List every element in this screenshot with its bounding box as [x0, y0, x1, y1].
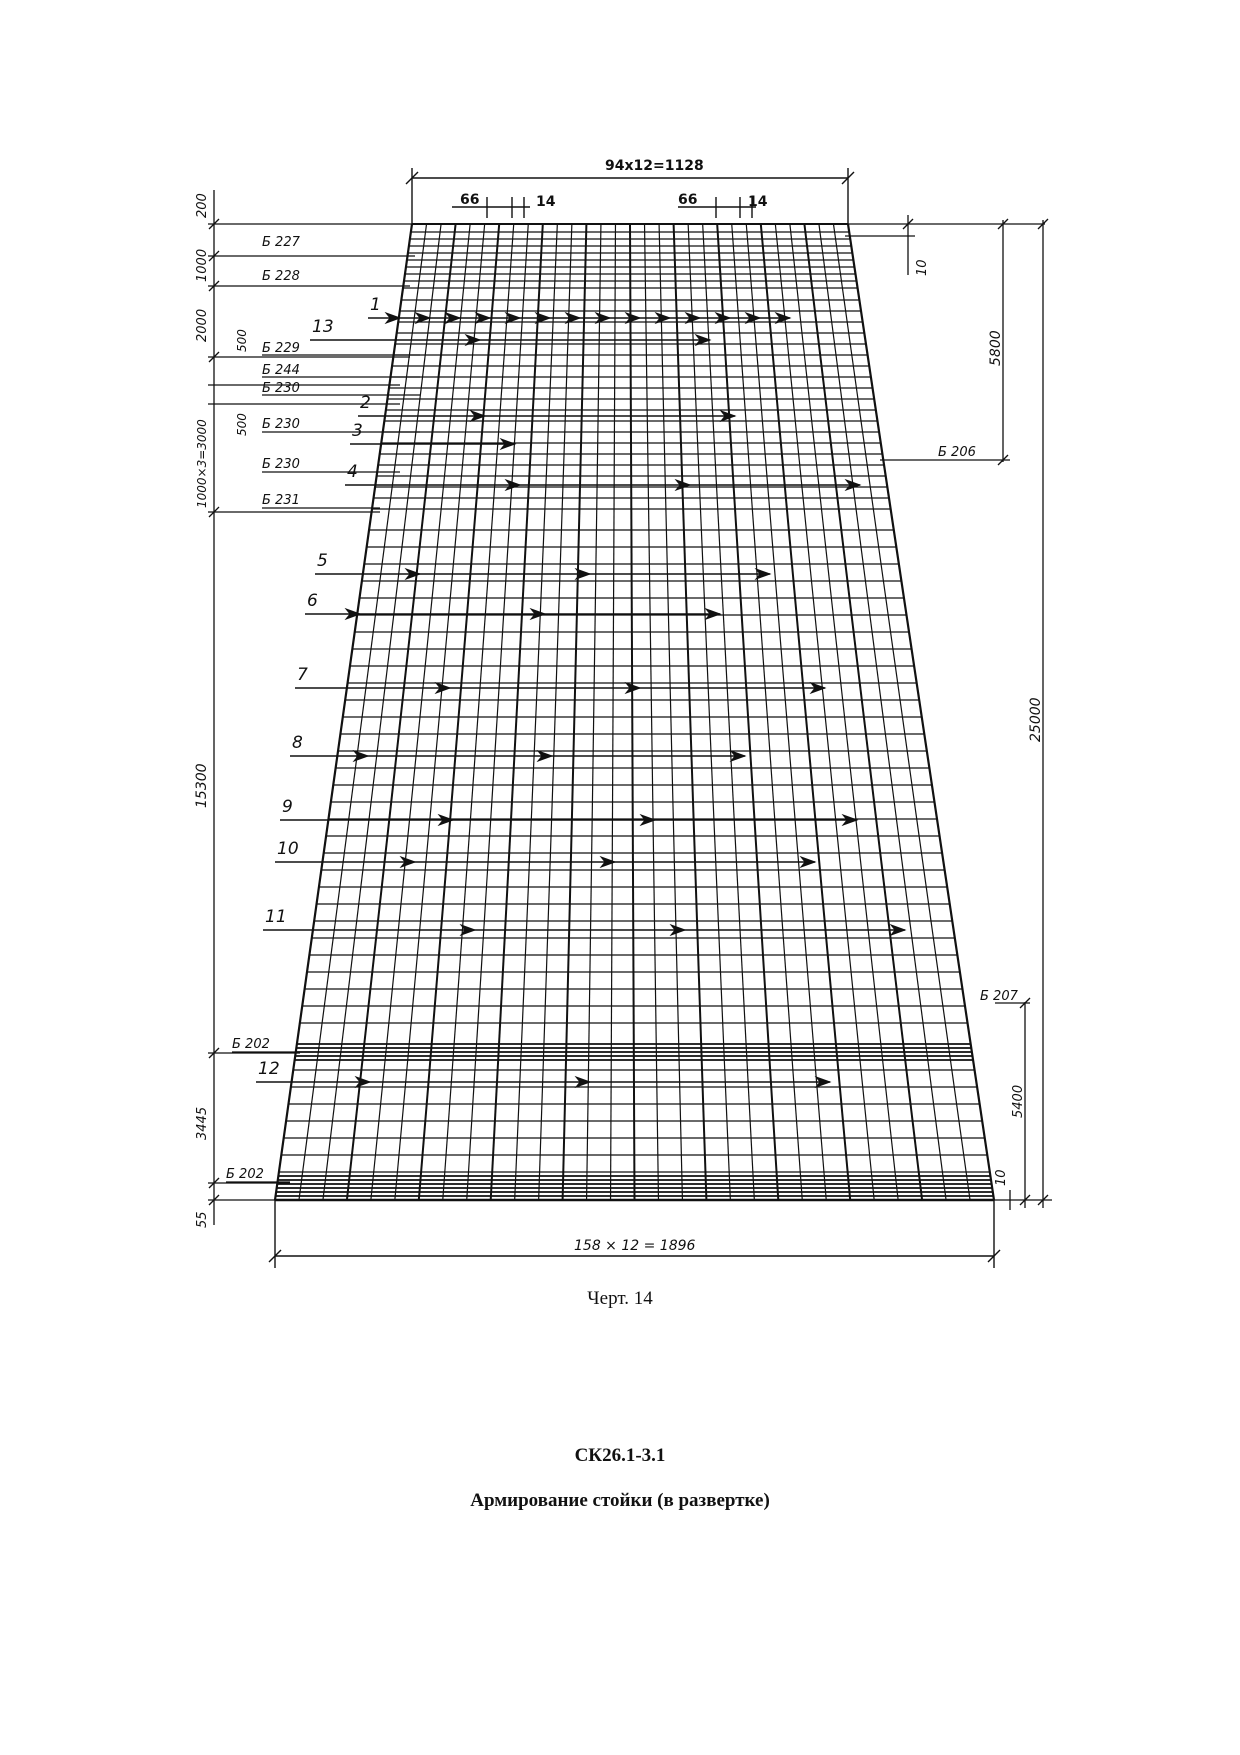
longitudinal-bar [732, 224, 803, 1200]
dim-top-14-label: 14 [536, 194, 556, 210]
longitudinal-bar [833, 224, 970, 1200]
bar-number-labels [258, 295, 381, 1079]
dim-top-66-label-2: 66 [678, 192, 698, 208]
dim-right-5400: 5400 [1011, 1084, 1026, 1118]
bar-number-label: 2 [360, 393, 371, 413]
mesh-grid [275, 224, 994, 1200]
mark-b206: Б 206 [938, 445, 976, 460]
longitudinal-bar [688, 224, 730, 1200]
longitudinal-bar [819, 224, 946, 1200]
bottom-dimension [269, 1200, 1000, 1268]
longitudinal-bar [761, 224, 850, 1200]
bar-number-label: 10 [277, 839, 299, 859]
longitudinal-bar [491, 224, 543, 1200]
document-code: СК26.1-3.1 [574, 1445, 666, 1466]
longitudinal-bar [611, 224, 616, 1200]
dim-left-500-b: 500 [235, 413, 249, 436]
mark-b228: Б 228 [262, 269, 300, 284]
longitudinal-bar [645, 224, 659, 1200]
bar-number-label: 13 [312, 317, 334, 337]
mark-b202-b: Б 202 [226, 1167, 264, 1182]
dim-left-2000: 2000 [195, 308, 210, 342]
dim-bottom-label: 158 × 12 = 1896 [574, 1238, 696, 1254]
longitudinal-bar [371, 224, 470, 1200]
dim-left-3445: 3445 [195, 1106, 210, 1140]
longitudinal-bar [323, 224, 441, 1200]
bar-number-label: 3 [352, 421, 363, 441]
mark-b230-b: Б 230 [262, 417, 300, 432]
dim-left-1000: 1000 [195, 248, 210, 282]
mesh-edge-right [848, 224, 994, 1200]
bar-number-label: 6 [307, 591, 318, 611]
longitudinal-bar [467, 224, 529, 1200]
figure-caption: Черт. 14 [587, 1288, 653, 1309]
bar-number-label: 1 [370, 295, 381, 315]
longitudinal-bar [443, 224, 514, 1200]
dim-right-5800: 5800 [988, 330, 1004, 366]
longitudinal-bar [746, 224, 826, 1200]
longitudinal-bar [703, 224, 755, 1200]
dim-top-66-label: 66 [460, 192, 480, 208]
dim-left-500-a: 500 [235, 329, 249, 352]
mark-b202-a: Б 202 [232, 1037, 270, 1052]
bar-number-label: 12 [258, 1059, 280, 1079]
bar-number-label: 9 [282, 797, 293, 817]
longitudinal-bar [563, 224, 587, 1200]
bar-number-label: 5 [317, 551, 328, 571]
dim-left-3000: 1000×3=3000 [195, 419, 209, 508]
dim-top-14-label-2: 14 [748, 194, 768, 210]
bar-number-label: 7 [297, 665, 308, 685]
mark-b244: Б 244 [262, 363, 300, 378]
mark-b227: Б 227 [262, 235, 300, 250]
mark-b207: Б 207 [980, 989, 1018, 1004]
bar-number-label: 11 [265, 907, 287, 927]
dim-right-25000: 25000 [1028, 697, 1044, 742]
longitudinal-bar [775, 224, 874, 1200]
mark-b231: Б 231 [262, 493, 300, 508]
mark-b229: Б 229 [262, 341, 300, 356]
dim-right-10-bottom: 10 [994, 1169, 1009, 1186]
dim-right-10-top: 10 [915, 259, 930, 276]
bar-number-label: 8 [292, 733, 303, 753]
longitudinal-bar [587, 224, 601, 1200]
longitudinal-bar [717, 224, 778, 1200]
document-title: Армирование стойки (в развертке) [470, 1490, 770, 1511]
bar-number-label: 4 [347, 462, 358, 482]
dim-left-55: 55 [195, 1211, 210, 1228]
dim-top-label: 94x12=1128 [605, 158, 704, 174]
dim-left-15300: 15300 [194, 763, 210, 808]
mark-b230-a: Б 230 [262, 381, 300, 396]
longitudinal-bar [515, 224, 558, 1200]
mark-b230-c: Б 230 [262, 457, 300, 472]
dim-left-200: 200 [195, 193, 210, 218]
longitudinal-bar [630, 224, 635, 1200]
longitudinal-bar [804, 224, 922, 1200]
longitudinal-bar [419, 224, 499, 1200]
